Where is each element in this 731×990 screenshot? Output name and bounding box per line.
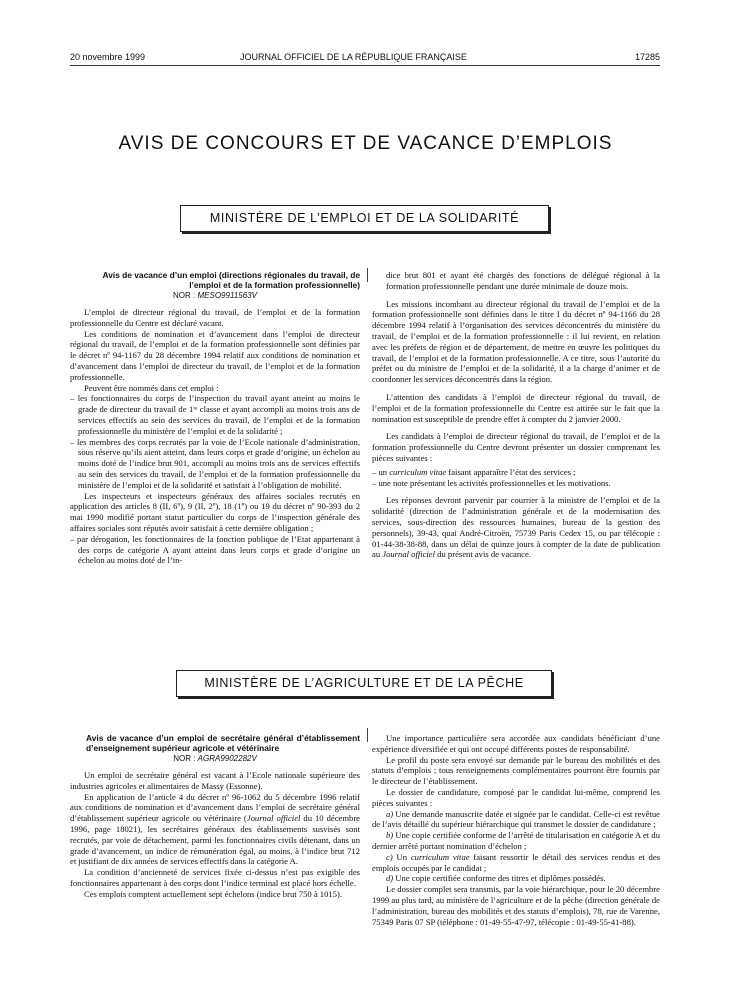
paragraph-continued: dice brut 801 et ayant été chargés des fonctions de délégué régional à la formation professionnelle pendant une durée minimale de douze mois. bbox=[386, 270, 660, 291]
list-item: – les membres des corps recrutés par la voie de l’Ecole nationale d’administration, sous réserve qu’ils aient atteint, dans leurs corps et grade d’origine, un échelon au moins doté de l’indice brut 901, accompli au moins trois ans de services effectifs au sein des services du travail, de l’emploi et de la formation professionnelle du ministère de l’emploi et de la solidarité et satisfait à l’obligation de mobilité. bbox=[70, 436, 360, 490]
paragraph: Le dossier de candidature, composé par le candidat lui-même, comprend les pièces suivantes : bbox=[372, 786, 660, 808]
list-item-c: c) Un curriculum vitae faisant ressortir le détail des services rendus et des emplois occupés par le candidat ; bbox=[372, 851, 660, 873]
list-item: – les fonctionnaires du corps de l’inspection du travail ayant atteint au moins le grade de directeur du travail de 1ʳᵉ classe et ayant accompli au moins trois ans de services effectifs au sein des services du travail, de l’emploi et de la formation professionnelle du ministère de l’emploi et de la solidarité ; bbox=[70, 393, 360, 436]
paragraph: En application de l’article 4 du décret nº 96-1062 du 5 décembre 1996 relatif aux conditions de nomination et d’avancement dans l’emploi de secrétaire général d’établissement supérieur agricole ou vétérinaire (Journal officiel du 10 décembre 1996, page 18021), les secrétaires généraux des établissements susvisés sont recrutés, par voie de détachement, parmi les fonctionnaires civils détenant, dans un grade d’avancement, un indice de rémunération égal, au moins, à l’indice brut 712 et justifiant de dix années de services effectifs dans la catégorie A. bbox=[70, 791, 360, 867]
section1-left-column bbox=[70, 270, 360, 566]
eligibility-list bbox=[70, 393, 360, 490]
running-header bbox=[70, 52, 660, 66]
documents-list bbox=[372, 467, 660, 489]
eligibility-list-continued bbox=[70, 534, 360, 566]
paragraph: Le profil du poste sera envoyé sur demande par le bureau des mobilités et des statuts d’emplois ; tous renseignements complémentaires pourront être fournis par le directeur de l’établissement. bbox=[372, 754, 660, 787]
paragraph: L’emploi de directeur régional du travail, de l’emploi et de la formation professionnelle du Centre est déclaré vacant. bbox=[70, 307, 360, 328]
ministry-box-emploi: MINISTÈRE DE L’EMPLOI ET DE LA SOLIDARITÉ bbox=[180, 205, 549, 232]
header-journal-title: JOURNAL OFFICIEL DE LA RÉPUBLIQUE FRANÇAISE bbox=[240, 52, 467, 62]
ministry-box-agriculture: MINISTÈRE DE L’AGRICULTURE ET DE LA PÊCHE bbox=[176, 670, 552, 697]
paragraph: Ces emplois comptent actuellement sept échelons (indice brut 750 à 1015). bbox=[84, 888, 342, 899]
paragraph: Peuvent être nommés dans cet emploi : bbox=[84, 382, 219, 393]
list-item-b: b) Une copie certifiée conforme de l’arrêté de titularisation en catégorie A et du dernier arrêté portant nomination d’échelon ; bbox=[372, 830, 660, 851]
list-item-d: d) Une copie certifiée conforme des titres et diplômes possédés. bbox=[386, 873, 606, 884]
section2-left-column bbox=[70, 733, 360, 900]
section2-nor bbox=[70, 754, 360, 764]
list-item: – par dérogation, les fonctionnaires de la fonction publique de l’Etat appartenant à des corps de catégorie A ayant atteint dans leurs corps et grade d’origine un échelon au moins doté de l’in- bbox=[70, 533, 360, 566]
header-date: 20 novembre 1999 bbox=[70, 52, 146, 62]
header-rule bbox=[70, 65, 660, 66]
list-item-a: a) Une demande manuscrite datée et signée par le candidat. Celle-ci est revêtue de l’avis détaillé du supérieur hiérarchique qui transmet le dossier de candidature ; bbox=[372, 808, 660, 830]
list-item: – un curriculum vitae faisant apparaître l’état des services ; bbox=[372, 466, 576, 477]
nor-code: MESO9911563V bbox=[197, 291, 257, 300]
paragraph: Les réponses devront parvenir par courrier à la ministre de l’emploi et de la solidarité (direction de l’administration générale et de la modernisation des services, sous-direction des ressources humaines, bureau de la gestion des personnels), 39-43, quai André-Citroën, 75739 Paris Cedex 15, ou par télécopie : 01-44-38-38-88, dans un délai de quinze jours à compter de la date de publication au Journal officiel du présent avis de vacance. bbox=[372, 495, 660, 560]
page-title: AVIS DE CONCOURS ET DE VACANCE D’EMPLOIS bbox=[118, 133, 613, 154]
column-divider bbox=[367, 728, 368, 742]
section1-nor bbox=[70, 291, 360, 301]
paragraph: Le dossier complet sera transmis, par la voie hiérarchique, pour le 20 décembre 1999 au plus tard, au ministère de l’agriculture et de la pêche (direction générale de l’administration, bureau des mobilités et des statuts d’emplois), 78, rue de Varenne, 75349 Paris 07 SP (téléphone : 01-49-55-47-97, télécopie : 01-49-55-41-88). bbox=[372, 884, 660, 927]
paragraph: Les candidats à l’emploi de directeur régional du travail, de l’emploi et de la formation professionnelle du Centre devront présenter un dossier comprenant les pièces suivantes : bbox=[372, 431, 660, 463]
section1-right-column bbox=[372, 270, 660, 560]
paragraph: L’attention des candidats à l’emploi de directeur régional du travail, de l’emploi et de la formation professionnelle du Centre est attirée sur le fait que la nomination est susceptible de prendre effet à compter du 2 janvier 2000. bbox=[372, 391, 660, 424]
nor-code: AGRA9902282V bbox=[197, 754, 257, 763]
paragraph: Les conditions de nomination et d’avancement dans l’emploi de directeur régional du travail, de l’emploi et de la formation professionnelle sont définies par le décret nº 94-1167 du 28 décembre 1994 relatif aux conditions de nomination et d’avancement dans l’emploi de directeur du travail, de l’emploi et de la formation professionnelle. bbox=[70, 328, 360, 382]
list-item: – une note présentant les activités professionnelles et les motivations. bbox=[372, 477, 611, 488]
nor-label: NOR : bbox=[173, 754, 196, 763]
paragraph: La condition d’ancienneté de services fixée ci-dessus n’est pas exigible des fonctionnaires appartenant à des corps dont l’indice terminal est placé hors échelle. bbox=[70, 867, 360, 888]
paragraph: Les missions incombant au directeur régional du travail de l’emploi et de la formation professionnelle sont définies dans le titre I du décret nº 94-1166 du 28 décembre 1994 relatif à l’organisation des services déconcentrés du ministère du travail, de l’emploi et de la formation professionnelle : il lui revient, en relation avec les préfets de région et de département, de mettre en œuvre les politiques du travail, de l’emploi et de la formation professionnelle. A ce titre, sous l’autorité du préfet ou du ministre de l’emploi et de la solidarité, il a la charge d’animer et de coordonner les services déconcentrés dans la région. bbox=[372, 298, 660, 385]
header-page-number: 17285 bbox=[634, 52, 660, 62]
paragraph: Les inspecteurs et inspecteurs généraux des affaires sociales recrutés en application des articles 8 (II, 6º), 9 (II, 2º), 18 (1º) ou 19 du décret nº 90-393 du 2 mai 1990 modifié portant statut particulier du corps de l’inspection générale des affaires sociales sont réputés avoir satisfait à cette dernière obligation ; bbox=[70, 490, 360, 533]
nor-label: NOR : bbox=[173, 291, 196, 300]
paragraph: Une importance particulière sera accordée aux candidats bénéficiant d’une expérience diversifiée et qui ont occupé différents postes de responsabilité. bbox=[372, 733, 660, 754]
column-divider bbox=[367, 268, 368, 282]
paragraph: Un emploi de secrétaire général est vacant à l’Ecole nationale supérieure des industries agricoles et alimentaires de Massy (Essonne). bbox=[70, 770, 360, 791]
section2-right-column bbox=[372, 733, 660, 927]
section1-heading: Avis de vacance d’un emploi (directions régionales du travail, de l’emploi et de la formation professionnelle) bbox=[102, 270, 360, 290]
section2-heading: Avis de vacance d’un emploi de secrétaire général d’établissement d’enseignement supérieur agricole et vétérinaire bbox=[86, 733, 360, 753]
